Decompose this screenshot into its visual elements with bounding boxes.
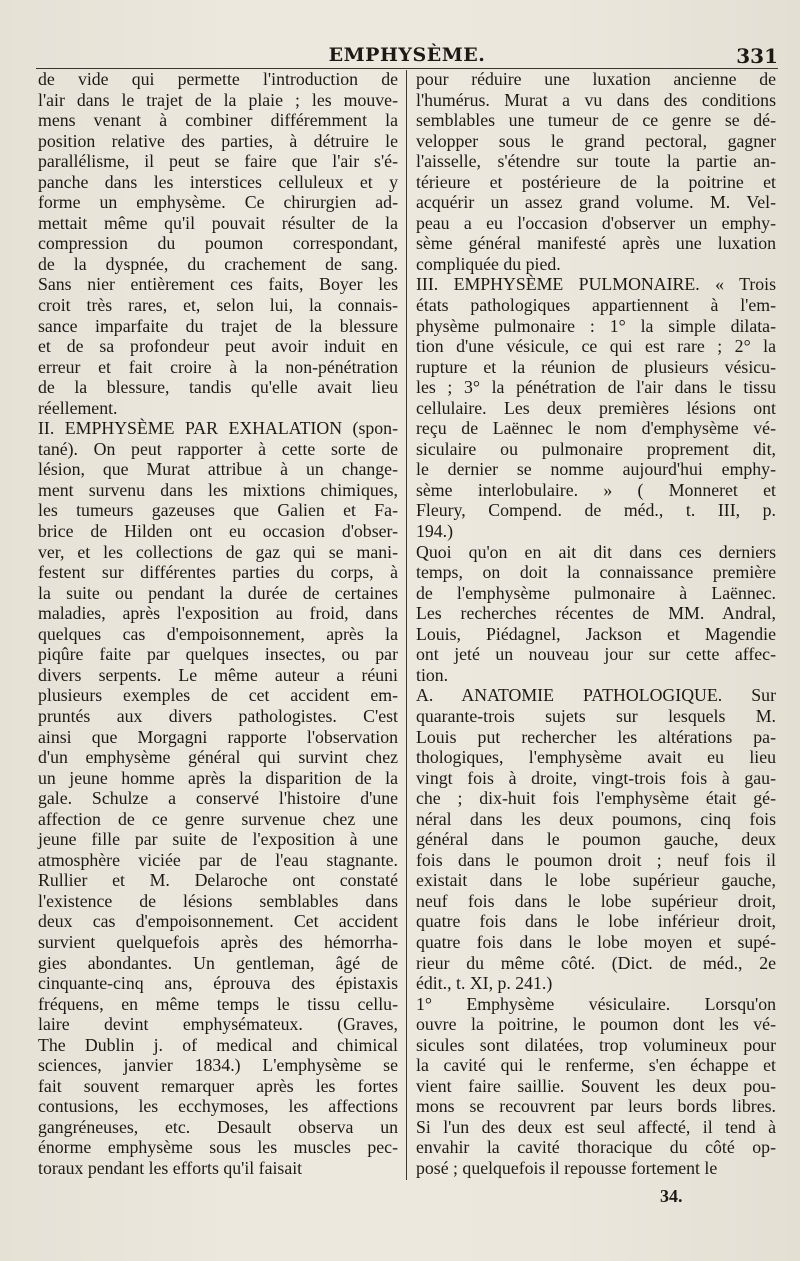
text-line: néral dans les deux poumons, cinq fois — [416, 808, 776, 829]
text-line: A. ANATOMIE PATHOLOGIQUE. Sur — [416, 685, 776, 706]
text-line: deux cas d'empoisonnement. Cet accident — [38, 911, 398, 932]
text-line: cellulaire. Les deux premières lésions ont — [416, 397, 776, 418]
text-line: mons se recouvrent par leurs bords libres. — [416, 1096, 776, 1117]
text-line: les tumeurs gazeuses que Galien et Fa- — [38, 500, 398, 521]
left-column — [38, 69, 398, 1179]
text-line: ainsi que Morgagni rapporte l'observation — [38, 726, 398, 747]
text-line: temps, on doit la connaissance première — [416, 562, 776, 583]
text-line: l'air dans le trajet de la plaie ; les mouve- — [38, 89, 398, 110]
text-line: Louis, Piédagnel, Jackson et Magendie — [416, 623, 776, 644]
text-line: l'existence de lésions semblables dans — [38, 890, 398, 911]
text-line: panche dans les interstices celluleux et y — [38, 171, 398, 192]
text-line: de l'emphysème pulmonaire à Laënnec. — [416, 582, 776, 603]
text-line: atmosphère viciée par de l'eau stagnante. — [38, 849, 398, 870]
text-line: térieure et postérieure de la poitrine et — [416, 171, 776, 192]
text-line: posé ; quelquefois il repousse fortement le — [416, 1157, 718, 1178]
text-line: la cavité qui le renferme, s'en échappe et — [416, 1055, 776, 1076]
text-line: 1° Emphysème vésiculaire. Lorsqu'on — [416, 993, 776, 1014]
text-line: cinquante-cinq ans, éprouva des épistaxis — [38, 973, 398, 994]
text-line: III. EMPHYSÈME PULMONAIRE. « Trois — [416, 274, 776, 295]
text-line: plusieurs exemples de cet accident em- — [38, 685, 398, 706]
text-line: général dans le poumon gauche, deux — [416, 829, 776, 850]
text-line: contusions, les ecchymoses, les affections — [38, 1096, 398, 1117]
text-line: neuf fois dans le lobe supérieur droit, — [416, 890, 776, 911]
text-line: che ; dix-huit fois l'emphysème était gé- — [416, 788, 776, 809]
text-line: quatre fois dans le lobe moyen et supé- — [416, 931, 776, 952]
text-line: festent sur différentes parties du corps, à — [38, 562, 398, 583]
text-line: de vide qui permette l'introduction de — [38, 69, 398, 89]
text-line: rupture et la réunion de plusieurs vésicu- — [416, 356, 776, 377]
text-line: la suite ou pendant la durée de certaines — [38, 582, 398, 603]
text-line: le dernier se nomme aujourd'hui emphy- — [416, 459, 776, 480]
signature-mark: 34. — [660, 1186, 683, 1206]
text-line: compliquée du pied. — [416, 253, 561, 274]
text-line: mens venant à combiner différemment la — [38, 110, 398, 131]
text-line: compression du poumon correspondant, — [38, 233, 398, 254]
text-line: envahir la cavité thoracique du côté op- — [416, 1137, 776, 1158]
text-line: 194.) — [416, 521, 454, 542]
text-line: Sans nier entièrement ces faits, Boyer les — [38, 274, 398, 295]
text-line: velopper sous le grand pectoral, gagner — [416, 130, 776, 151]
text-line: sème interlobulaire. » ( Monneret et — [416, 479, 776, 500]
text-line: pruntés aux divers pathologistes. C'est — [38, 705, 398, 726]
text-line: les ; 3° la pénétration de l'air dans le tissu — [416, 377, 776, 398]
text-line: sciences, janvier 1834.) L'emphysème se — [38, 1055, 398, 1076]
text-line: The Dublin j. of medical and chimical — [38, 1034, 398, 1055]
text-line: parallélisme, il peut se faire que l'air s'é- — [38, 151, 398, 172]
text-line: laire devint emphysémateux. (Graves, — [38, 1014, 398, 1035]
text-line: mettait même qu'il pouvait résulter de la — [38, 212, 398, 233]
text-line: réellement. — [38, 397, 118, 418]
right-column — [416, 69, 776, 1179]
text-line: quatre fois dans le lobe inférieur droit, — [416, 911, 776, 932]
text-line: vient faire saillie. Souvent les deux pou- — [416, 1075, 776, 1096]
text-line: et de sa profondeur peut avoir induit en — [38, 336, 398, 357]
text-line: semblables une tumeur de ce genre se dé- — [416, 110, 776, 131]
text-line: gangréneuses, etc. Desault observa un — [38, 1116, 398, 1137]
text-line: l'humérus. Murat a vu dans des conditions — [416, 89, 776, 110]
text-line: Les recherches récentes de MM. Andral, — [416, 603, 776, 624]
text-line: acquérir un assez grand volume. M. Vel- — [416, 192, 776, 213]
text-line: tion. — [416, 664, 449, 685]
text-line: sance imparfaite du trajet de la blessure — [38, 315, 398, 336]
text-line: brice de Hilden ont eu occasion d'obser- — [38, 521, 398, 542]
text-line: lésion, que Murat attribue à un change- — [38, 459, 398, 480]
text-line: sème général manifesté après une luxation — [416, 233, 776, 254]
text-line: piqûre faite par quelques insectes, ou par — [38, 644, 398, 665]
text-line: affection de ce genre survenue chez une — [38, 808, 398, 829]
text-line: un jeune homme après la disparition de la — [38, 767, 398, 788]
text-line: Si l'un des deux est seul affecté, il tend à — [416, 1116, 776, 1137]
text-line: édit., t. XI, p. 241.) — [416, 973, 553, 994]
text-line: tion d'une vésicule, ce qui est rare ; 2° la — [416, 336, 776, 357]
text-line: existait dans le lobe supérieur gauche, — [416, 870, 776, 891]
text-line: gale. Schulze a conservé l'histoire d'une — [38, 788, 398, 809]
text-line: erreur et fait croire à la non-pénétration — [38, 356, 398, 377]
text-line: pour réduire une luxation ancienne de — [416, 69, 776, 89]
text-line: d'un emphysème général qui survint chez — [38, 747, 398, 768]
text-line: fois dans le poumon droit ; neuf fois il — [416, 849, 776, 870]
text-line: Quoi qu'on en ait dit dans ces derniers — [416, 541, 776, 562]
text-line: ment survenu dans les mixtions chimiques, — [38, 479, 398, 500]
text-line: quelques cas d'empoisonnement, après la — [38, 623, 398, 644]
text-line: sicules sont dilatées, trop volumineux pour — [416, 1034, 776, 1055]
text-line: gies abondantes. Un gentleman, âgé de — [38, 952, 398, 973]
text-line: reçu de Laënnec le nom d'emphysème vé- — [416, 418, 776, 439]
running-title: EMPHYSÈME. — [328, 44, 486, 66]
text-line: de la blessure, tandis qu'elle avait lieu — [38, 377, 398, 398]
text-line: Louis put rechercher les altérations pa- — [416, 726, 776, 747]
text-line: II. EMPHYSÈME PAR EXHALATION (spon- — [38, 418, 398, 439]
running-header — [36, 44, 778, 68]
text-line: toraux pendant les efforts qu'il faisait — [38, 1157, 303, 1178]
text-line: jeune fille par suite de l'exposition à une — [38, 829, 398, 850]
text-line: divers serpents. Le même auteur a réuni — [38, 664, 398, 685]
text-line: ont jeté un nouveau jour sur cette affec- — [416, 644, 776, 665]
text-line: l'aisselle, s'étendre sur toute la partie an- — [416, 151, 776, 172]
text-line: croit très rares, et, selon lui, la connais- — [38, 295, 398, 316]
text-line: quarante-trois sujets sur lesquels M. — [416, 705, 776, 726]
text-line: survient quelquefois après des hémorrha- — [38, 931, 398, 952]
text-line: de la dyspnée, du crachement de sang. — [38, 253, 398, 274]
text-line: ver, et les collections de gaz qui se mani- — [38, 541, 398, 562]
text-line: physème pulmonaire : 1° la simple dilata- — [416, 315, 776, 336]
text-line: peau a eu l'occasion d'observer un emphy- — [416, 212, 776, 233]
text-line: forme un emphysème. Ce chirurgien ad- — [38, 192, 398, 213]
text-line: position relative des parties, à détruire le — [38, 130, 398, 151]
text-line: fait souvent remarquer après les fortes — [38, 1075, 398, 1096]
text-line: fréquens, en même temps le tissu cellu- — [38, 993, 398, 1014]
column-divider — [406, 70, 407, 1180]
text-line: Fleury, Compend. de méd., t. III, p. — [416, 500, 776, 521]
text-line: énorme emphysème sous les muscles pec- — [38, 1137, 398, 1158]
text-line: tané). On peut rapporter à cette sorte de — [38, 438, 398, 459]
page-number: 331 — [736, 44, 778, 68]
text-line: états pathologiques appartiennent à l'em- — [416, 295, 776, 316]
text-line: thologiques, l'emphysème avait eu lieu — [416, 747, 776, 768]
text-line: rieur du même côté. (Dict. de méd., 2e — [416, 952, 776, 973]
text-line: maladies, après l'exposition au froid, dans — [38, 603, 398, 624]
text-line: siculaire ou pulmonaire proprement dit, — [416, 438, 776, 459]
text-line: vingt fois à droite, vingt-trois fois à gau- — [416, 767, 776, 788]
text-line: ouvre la poitrine, le poumon dont les vé- — [416, 1014, 776, 1035]
text-line: Rullier et M. Delaroche ont constaté — [38, 870, 398, 891]
